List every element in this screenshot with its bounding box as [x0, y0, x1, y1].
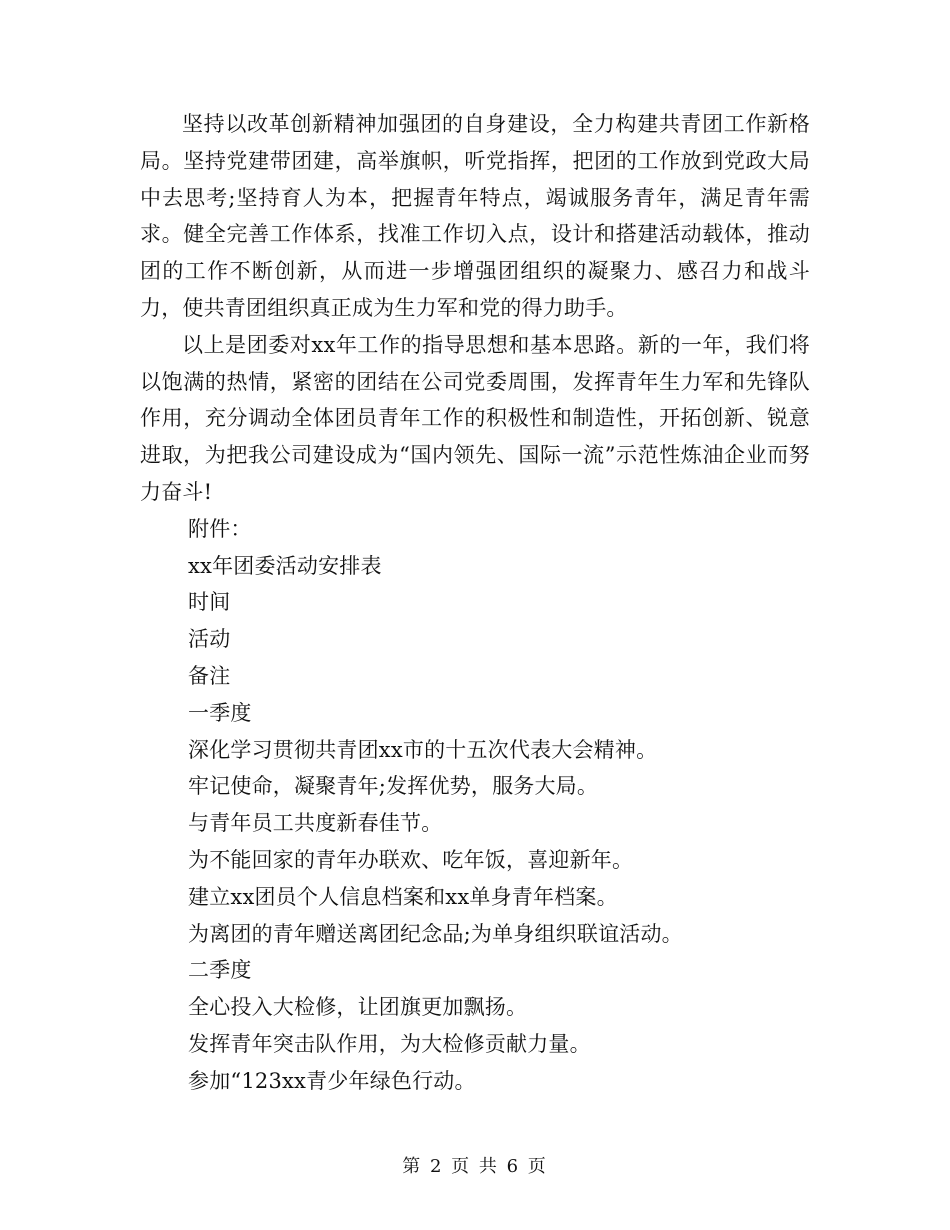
column-header-remarks: 备注 — [188, 663, 231, 688]
schedule-title: xx年团委活动安排表 — [188, 553, 382, 578]
list-item: 深化学习贯彻共青团xx市的十五次代表大会精神。 — [188, 737, 658, 762]
list-item: 参加“123xx青少年绿色行动。 — [188, 1068, 476, 1093]
list-item: 与青年员工共度新春佳节。 — [188, 811, 443, 836]
attachment-label: 附件： — [188, 516, 252, 541]
document-body — [140, 106, 810, 1100]
column-header-time: 时间 — [188, 590, 231, 615]
paragraph-summary: 以上是团委对xx年工作的指导思想和基本思路。新的一年，我们将以饱满的热情，紧密的团结在公司党委周围，发挥青年生力军和先锋队作用，充分调动全体团员青年工作的积极性和制造性，开拓创新、锐意进取，为把我公司建设成为“国内领先、国际一流”示范性炼油企业而努力奋斗! — [140, 332, 810, 504]
list-item: 为离团的青年赠送离团纪念品;为单身组织联谊活动。 — [188, 921, 683, 946]
list-item: 全心投入大检修，让团旗更加飘扬。 — [188, 995, 528, 1020]
paragraph-guiding-principles: 坚持以改革创新精神加强团的自身建设，全力构建共青团工作新格局。坚持党建带团建，高举旗帜，听党指挥，把团的工作放到党政大局中去思考;坚持育人为本，把握青年特点，竭诚服务青年，满足青年需求。健全完善工作体系，找准工作切入点，设计和搭建活动载体，推动团的工作不断创新，从而进一步增强团组织的凝聚力、感召力和战斗力，使共青团组织真正成为生力军和党的得力助手。 — [140, 112, 810, 320]
page-number-footer: 第 2 页 共 6 页 — [402, 1156, 548, 1177]
quarter-2-heading: 二季度 — [188, 958, 252, 983]
list-item: 为不能回家的青年办联欢、吃年饭，喜迎新年。 — [188, 847, 634, 872]
quarter-1-heading: 一季度 — [188, 700, 252, 725]
list-item: 牢记使命，凝聚青年;发挥优势，服务大局。 — [188, 774, 599, 799]
list-item: 发挥青年突击队作用，为大检修贡献力量。 — [188, 1031, 591, 1056]
column-header-activity: 活动 — [188, 627, 231, 652]
list-item: 建立xx团员个人信息档案和xx单身青年档案。 — [188, 884, 618, 909]
